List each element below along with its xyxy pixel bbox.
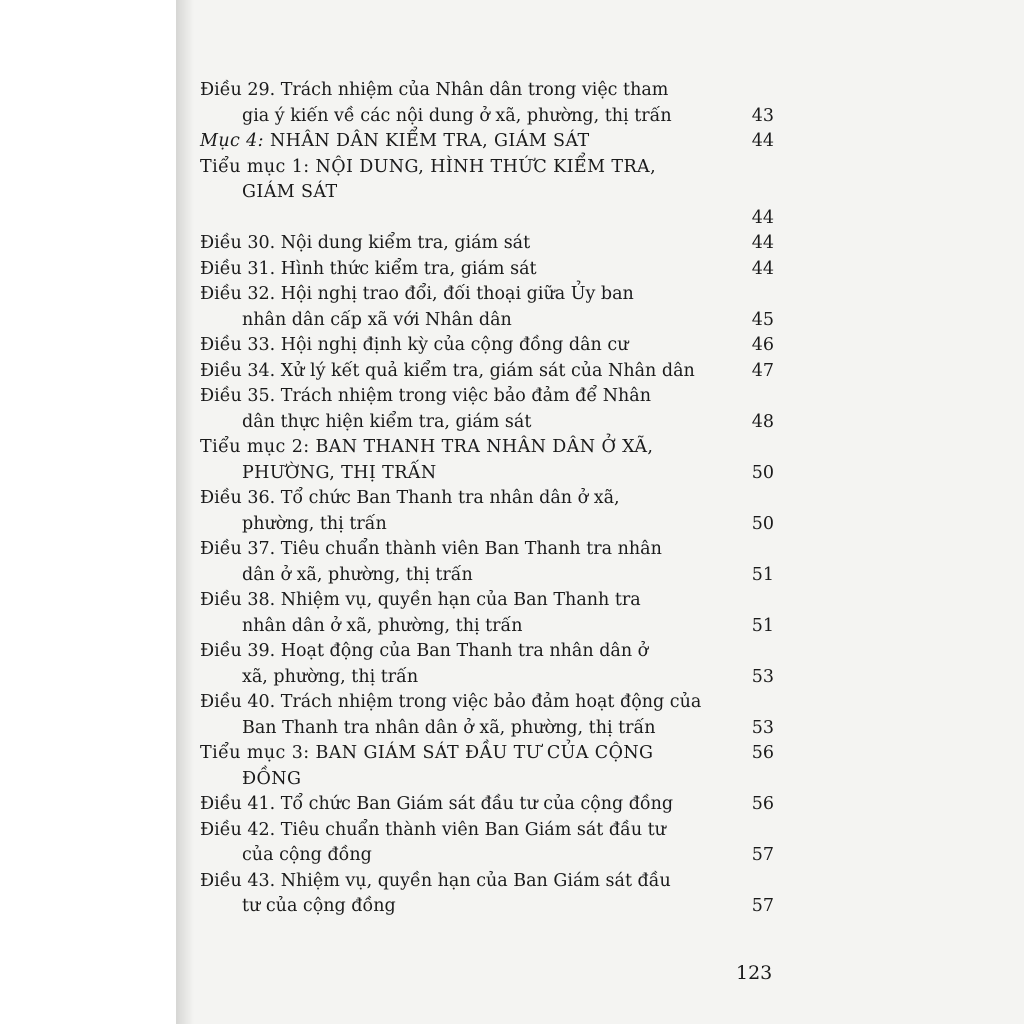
toc-page-number: 43: [751, 105, 774, 126]
toc-entry: [200, 333, 780, 359]
toc-entry-line: tư của cộng đồng: [242, 896, 396, 916]
toc-entry-line: Điều 31. Hình thức kiểm tra, giám sát: [200, 258, 537, 279]
toc-page-number: 56: [751, 743, 774, 763]
section-title: NHÂN DÂN KIỂM TRA, GIÁM SÁT: [263, 131, 590, 151]
toc-entry: [200, 257, 780, 283]
toc-entry-line: Điều 39. Hoạt động của Ban Thanh tra nhân dân ở: [200, 641, 649, 661]
toc-entry: [200, 384, 780, 435]
toc-entry-line: Điều 40. Trách nhiệm trong việc bảo đảm hoạt động của: [200, 692, 702, 712]
toc-entry-line: Điều 38. Nhiệm vụ, quyền hạn của Ban Thanh tra: [200, 590, 641, 610]
toc-entry-line: nhân dân ở xã, phường, thị trấn: [242, 615, 523, 636]
toc-entry: [200, 639, 780, 690]
toc-page-number: 51: [751, 564, 774, 585]
toc-entry: [200, 282, 780, 333]
toc-page-number: 57: [751, 896, 774, 916]
toc-entry: [200, 818, 780, 869]
toc-entry-line: Điều 43. Nhiệm vụ, quyền hạn của Ban Giám sát đầu: [200, 870, 671, 891]
toc-entry: [200, 792, 780, 818]
toc-page-number: 57: [751, 845, 774, 865]
toc-entry-line: Điều 29. Trách nhiệm của Nhân dân trong việc tham: [200, 80, 669, 100]
toc-entry: [200, 690, 780, 741]
toc-page-number: 46: [751, 335, 774, 355]
toc-entry: [200, 588, 780, 639]
toc-entry-line: Điều 37. Tiêu chuẩn thành viên Ban Thanh tra nhân: [200, 539, 662, 559]
toc-entry-line: ĐỒNG: [242, 768, 302, 789]
toc-page-number: 53: [751, 717, 774, 738]
toc-page-number: 44: [751, 131, 774, 151]
toc-entry-line: Điều 33. Hội nghị định kỳ của cộng đồng dân cư: [200, 335, 629, 355]
toc-entry: [200, 486, 780, 537]
toc-section-heading: [200, 129, 780, 155]
toc-page-number: 56: [751, 794, 774, 814]
toc-page-number: 45: [751, 309, 774, 330]
page-gutter-shadow: [176, 0, 194, 1024]
toc-entry-line: dân ở xã, phường, thị trấn: [242, 564, 473, 585]
toc-entry-line: gia ý kiến về các nội dung ở xã, phường, thị trấn: [242, 105, 672, 126]
toc-page-number: 44: [751, 258, 774, 279]
page-number: 123: [736, 962, 773, 984]
toc-entry-line: Điều 34. Xử lý kết quả kiểm tra, giám sát của Nhân dân: [200, 360, 695, 381]
toc-entry-line: Điều 32. Hội nghị trao đổi, đối thoại giữa Ủy ban: [200, 284, 634, 304]
toc-entry-line: Tiểu mục 1: NỘI DUNG, HÌNH THỨC KIỂM TRA,: [200, 156, 657, 177]
toc-entry: [200, 869, 780, 920]
toc-page-number: 48: [751, 411, 774, 432]
toc-entry-line: Điều 41. Tổ chức Ban Giám sát đầu tư của cộng đồng: [200, 794, 674, 814]
table-of-contents: [200, 78, 780, 920]
toc-entry-line: Điều 35. Trách nhiệm trong việc bảo đảm để Nhân: [200, 386, 651, 406]
toc-entry: [200, 231, 780, 257]
toc-page-number: 51: [751, 615, 774, 636]
toc-subsection-heading: [200, 155, 780, 232]
toc-entry-line: PHƯỜNG, THỊ TRẤN: [242, 462, 437, 483]
toc-page-number: 53: [751, 666, 774, 687]
toc-entry: [200, 537, 780, 588]
toc-page-number: 50: [751, 462, 774, 483]
toc-entry: [200, 359, 780, 385]
toc-entry-line: xã, phường, thị trấn: [242, 666, 419, 687]
toc-subsection-heading: [200, 435, 780, 486]
toc-page-number: 44: [751, 233, 774, 253]
toc-entry-line: nhân dân cấp xã với Nhân dân: [242, 309, 512, 330]
toc-entry-line: Điều 42. Tiêu chuẩn thành viên Ban Giám sát đầu tư: [200, 819, 666, 840]
toc-entry-line: phường, thị trấn: [242, 513, 387, 534]
toc-entry: [200, 78, 780, 129]
toc-entry-line: dân thực hiện kiểm tra, giám sát: [242, 411, 532, 432]
section-label: Mục 4:: [200, 131, 264, 151]
toc-entry-line: Tiểu mục 2: BAN THANH TRA NHÂN DÂN Ở XÃ,: [200, 437, 654, 457]
toc-entry-line: Điều 30. Nội dung kiểm tra, giám sát: [200, 233, 531, 253]
toc-entry-line: Điều 36. Tổ chức Ban Thanh tra nhân dân ở xã,: [200, 488, 620, 508]
toc-page-number: 47: [751, 360, 774, 381]
toc-page-number: 50: [751, 513, 774, 534]
toc-page-number: 44: [751, 207, 774, 228]
toc-subsection-heading: [200, 741, 780, 792]
toc-entry-line: GIÁM SÁT: [242, 182, 338, 202]
toc-entry-line: Ban Thanh tra nhân dân ở xã, phường, thị trấn: [242, 717, 656, 738]
toc-entry-line: Tiểu mục 3: BAN GIÁM SÁT ĐẦU TƯ CỦA CỘNG: [200, 743, 654, 763]
toc-entry-line: của cộng đồng: [242, 845, 372, 865]
